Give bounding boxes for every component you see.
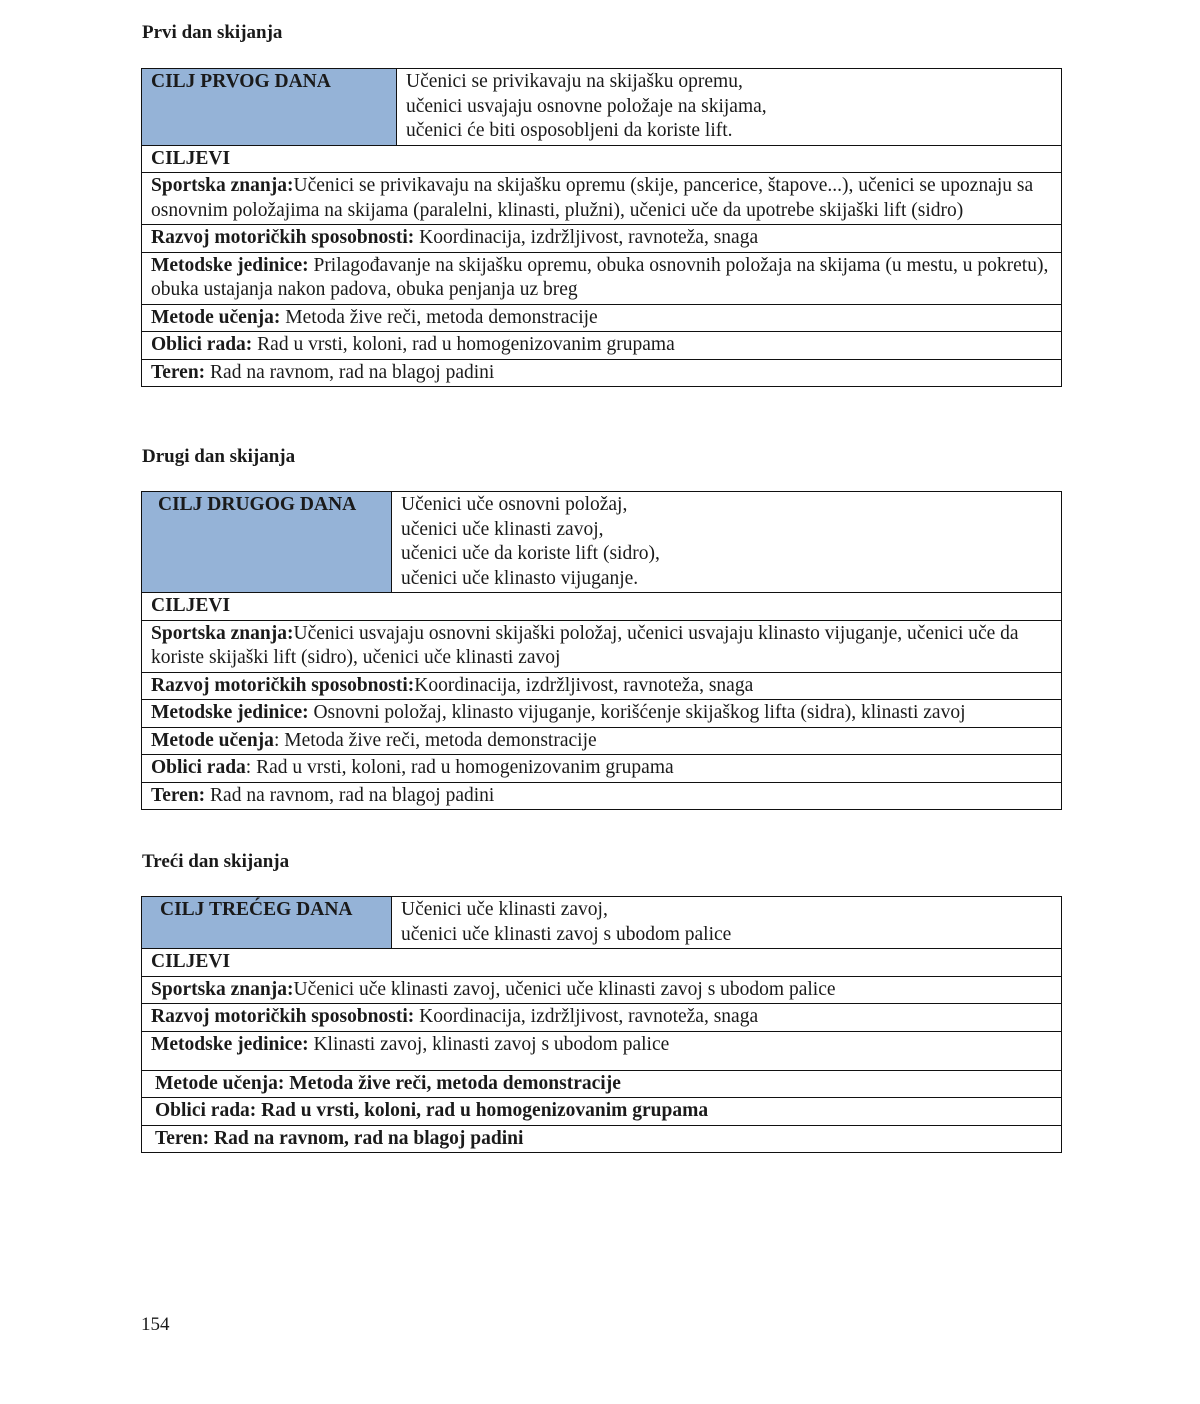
- row-text: Učenici usvajaju osnovni skijaški položaj, učenici usvajaju klinasto vijuganje, učenici uče da koriste skijaški lift (sidro), učenici uče klinasti zavoj: [151, 622, 1019, 668]
- row-teren: [142, 782, 1062, 810]
- row-text: Osnovni položaj, klinasto vijuganje, korišćenje skijaškog lifta (sidra), klinasti zavoj: [308, 702, 966, 723]
- row-label: Razvoj motoričkih sposobnosti:: [151, 1006, 415, 1027]
- row-label: Oblici rada: [151, 757, 246, 778]
- row-label: Sportska znanja:: [151, 978, 294, 1000]
- goal-line: učenici uče klinasto vijuganje.: [401, 567, 639, 589]
- row-oblici-rada: Oblici rada: Rad u vrsti, koloni, rad u homogenizovanim grupama: [142, 1098, 1062, 1126]
- row-label: Sportska znanja:: [151, 622, 294, 644]
- row-label: Razvoj motoričkih sposobnosti:: [151, 227, 415, 248]
- row-sportska-znanja: [142, 620, 1062, 672]
- row-oblici-rada: [142, 755, 1062, 783]
- day-1-table: [141, 68, 1062, 387]
- goal-line: učenici uče da koriste lift (sidro),: [401, 543, 660, 564]
- goal-row: [142, 897, 1062, 949]
- row-label: Teren:: [151, 784, 206, 806]
- goal-text: [392, 897, 1062, 949]
- row-text: Rad u vrsti, koloni, rad u homogenizovanim grupama: [252, 334, 675, 355]
- row-sportska-znanja: [142, 976, 1062, 1004]
- row-label: Metode učenja: [151, 729, 274, 751]
- row-label: Metodske jedinice:: [151, 702, 309, 723]
- row-razvoj: [142, 225, 1062, 253]
- row-metodske-jedinice: [142, 700, 1062, 728]
- day-1-title: Prvi dan skijanja: [142, 22, 283, 43]
- row-text: Koordinacija, izdržljivost, ravnoteža, snaga: [414, 674, 754, 696]
- row-text: Rad na ravnom, rad na blagoj padini: [205, 784, 495, 806]
- goal-line: Učenici uče klinasti zavoj,: [401, 899, 608, 920]
- row-text: Koordinacija, izdržljivost, ravnoteža, snaga: [414, 1006, 759, 1027]
- goal-line: učenici uče klinasti zavoj,: [401, 518, 604, 540]
- row-label: Oblici rada:: [151, 334, 253, 355]
- goal-row: [142, 69, 1062, 146]
- row-text: Učenici se privikavaju na skijašku opremu (skije, pancerice, štapove...), učenici se upoznaju sa osnovnim položajima na skijama (paralelni, klinasti, plužni), učenici uče da upotrebe skijaški lift (sidro): [151, 175, 1034, 221]
- row-text: : Rad u vrsti, koloni, rad u homogenizovanim grupama: [245, 757, 674, 778]
- row-metode-ucenja: [142, 727, 1062, 755]
- row-label: Teren:: [151, 361, 206, 383]
- row-text: Klinasti zavoj, klinasti zavoj s ubodom palice: [308, 1033, 670, 1055]
- goal-label: CILJ PRVOG DANA: [142, 69, 397, 146]
- row-teren: Teren: Rad na ravnom, rad na blagoj padini: [142, 1125, 1062, 1153]
- row-teren: [142, 359, 1062, 387]
- row-metodske-jedinice: [142, 252, 1062, 304]
- page-number: 154: [141, 1314, 170, 1335]
- row-metodske-jedinice: [142, 1031, 1062, 1070]
- goal-line: učenici će biti osposobljeni da koriste lift.: [406, 120, 733, 141]
- row-sportska-znanja: [142, 173, 1062, 225]
- day-3-table: [141, 896, 1062, 1153]
- row-text: Učenici uče klinasti zavoj, učenici uče klinasti zavoj s ubodom palice: [293, 978, 836, 1000]
- row-label: Metode učenja:: [151, 306, 281, 328]
- goal-label: CILJ DRUGOG DANA: [142, 492, 392, 593]
- row-label: Metodske jedinice:: [151, 254, 309, 276]
- row-text: Rad na ravnom, rad na blagoj padini: [205, 361, 495, 383]
- goal-label: CILJ TREĆEG DANA: [142, 897, 392, 949]
- goal-line: Učenici uče osnovni položaj,: [401, 494, 628, 515]
- row-text: Koordinacija, izdržljivost, ravnoteža, snaga: [414, 227, 759, 248]
- goal-text: [392, 492, 1062, 593]
- ciljevi-heading: CILJEVI: [142, 593, 1062, 621]
- goal-line: učenici usvajaju osnovne položaje na skijama,: [406, 95, 767, 117]
- row-razvoj: [142, 1004, 1062, 1032]
- row-text: : Metoda žive reči, metoda demonstracije: [273, 729, 597, 751]
- row-razvoj: [142, 672, 1062, 700]
- day-3-title: Treći dan skijanja: [142, 851, 290, 872]
- goal-line: Učenici se privikavaju na skijašku opremu,: [406, 71, 743, 92]
- row-label: Razvoj motoričkih sposobnosti:: [151, 674, 415, 696]
- goal-row: [142, 492, 1062, 593]
- goal-line: učenici uče klinasti zavoj s ubodom palice: [401, 923, 732, 945]
- row-text: Prilagođavanje na skijašku opremu, obuka osnovnih položaja na skijama (u mestu, u pokretu), obuka ustajanja nakon padova, obuka penjanja uz breg: [151, 254, 1049, 300]
- row-text: Metoda žive reči, metoda demonstracije: [280, 306, 598, 328]
- row-oblici-rada: [142, 332, 1062, 360]
- day-2-title: Drugi dan skijanja: [142, 446, 296, 467]
- day-2-table: [141, 491, 1062, 810]
- ciljevi-heading: CILJEVI: [142, 949, 1062, 977]
- row-metode-ucenja: Metode učenja: Metoda žive reči, metoda demonstracije: [142, 1070, 1062, 1098]
- ciljevi-heading: CILJEVI: [142, 145, 1062, 173]
- row-metode-ucenja: [142, 304, 1062, 332]
- row-label: Metodske jedinice:: [151, 1033, 309, 1055]
- goal-text: [397, 69, 1062, 146]
- row-label: Sportska znanja:: [151, 175, 294, 196]
